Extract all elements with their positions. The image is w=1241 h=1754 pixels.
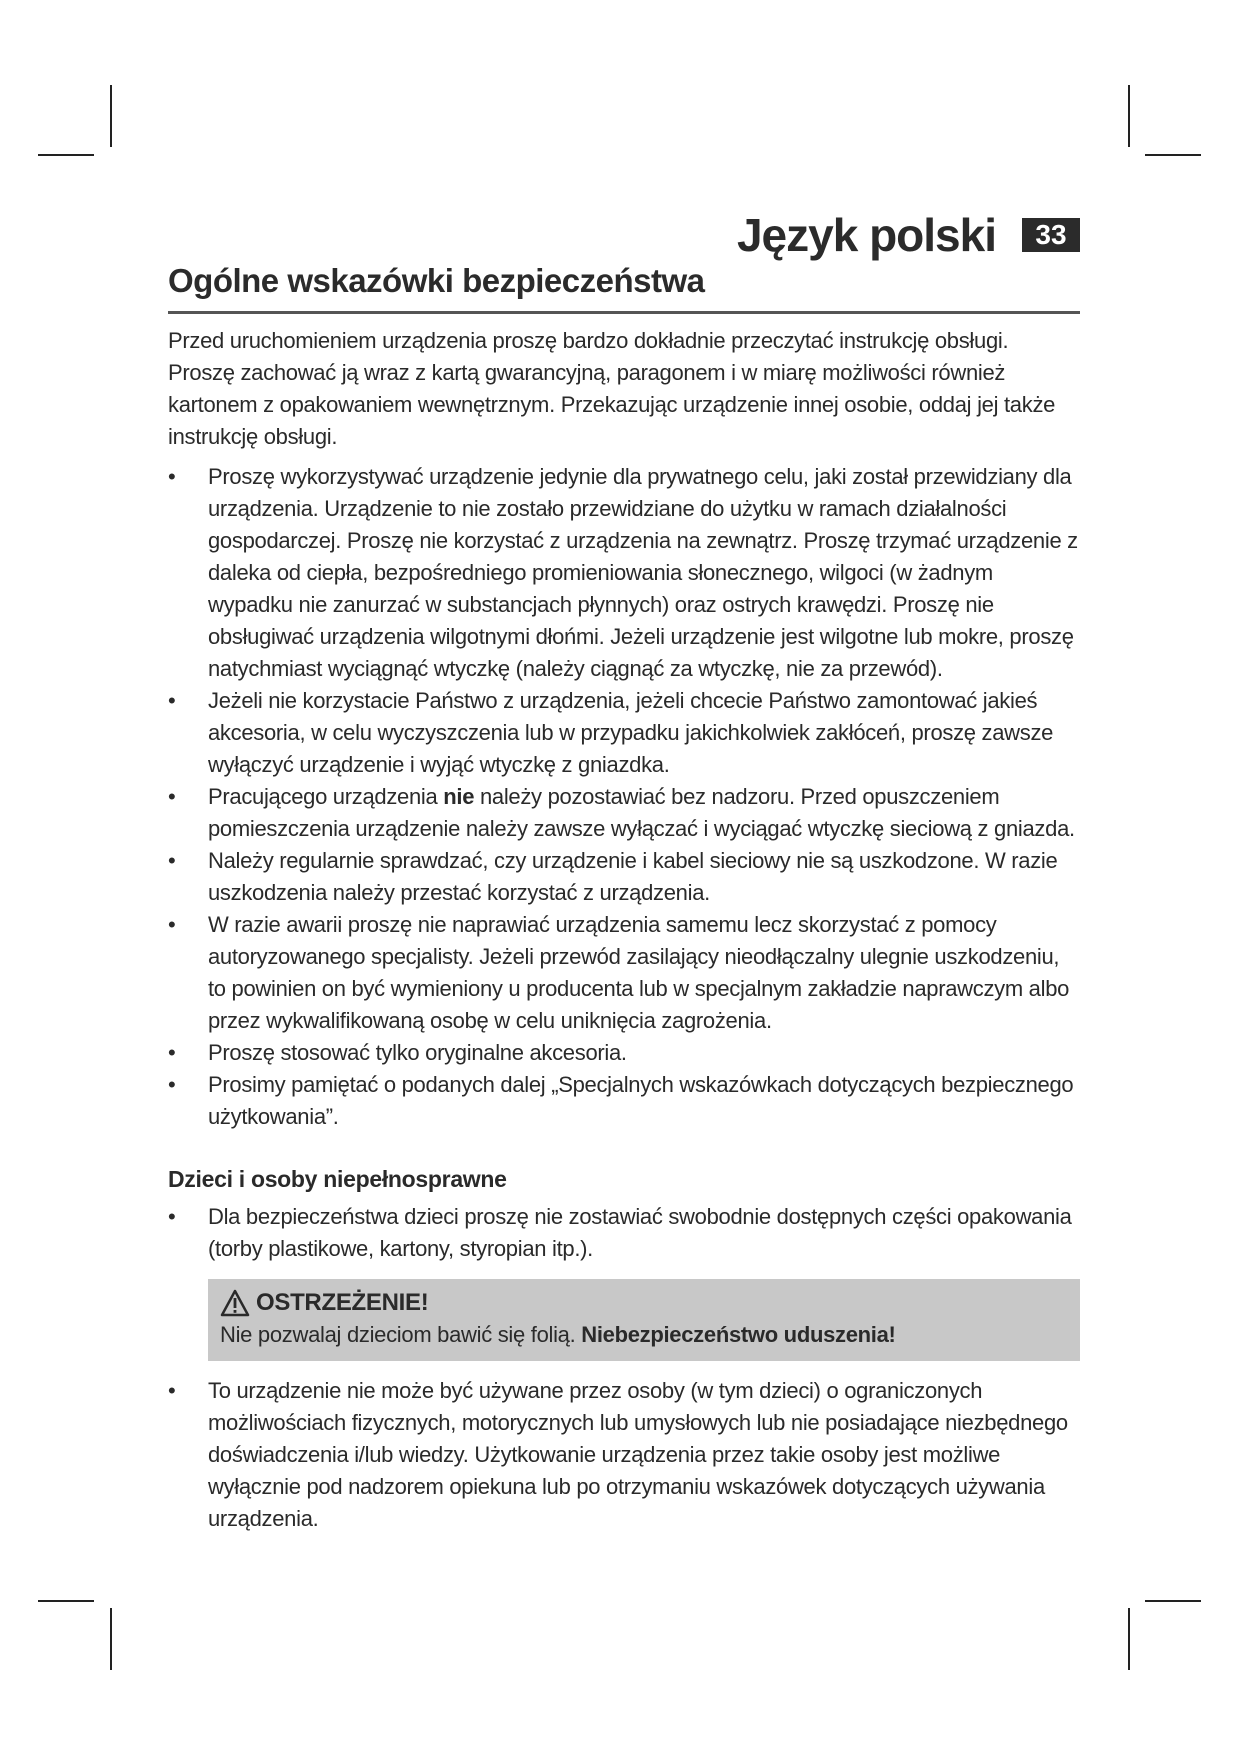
crop-mark-bottom-left-vertical	[110, 1608, 112, 1670]
warning-text-plain: Nie pozwalaj dzieciom bawić się folią.	[220, 1322, 582, 1347]
list-item: • Należy regularnie sprawdzać, czy urządzenie i kabel sieciowy nie są uszkodzone. W razie uszkodzenia należy przestać korzystać z urządzenia.	[168, 845, 1080, 909]
warning-box	[208, 1279, 1080, 1361]
language-title: Język polski	[736, 209, 996, 261]
warning-text	[220, 1319, 1068, 1351]
list-item: • To urządzenie nie może być używane przez osoby (w tym dzieci) o ograniczonych możliwościach fizycznych, motorycznych lub umysłowych lub nie posiadające niezbędnego doświadczenia i/lub wiedzy. Użytkowanie urządzenia przez takie osoby jest możliwe wyłącznie pod nadzorem opiekuna lub po otrzymaniu wskazówek dotyczących używania urządzenia.	[168, 1375, 1080, 1535]
safety-list	[168, 461, 1080, 1133]
list-item: • Dla bezpieczeństwa dzieci proszę nie zostawiać swobodnie dostępnych części opakowania (torby plastikowe, kartony, styropian itp.).	[168, 1201, 1080, 1265]
crop-mark-bottom-right-horizontal	[1145, 1600, 1201, 1602]
list-item-bold: nie	[443, 784, 475, 809]
crop-mark-top-right-horizontal	[1145, 154, 1201, 156]
crop-mark-bottom-right-vertical	[1128, 1608, 1130, 1670]
list-item-text: należy pozostawiać bez nadzoru. Przed opuszczeniem pomieszczenia urządzenie należy zawsze wyłączać i wyciągać wtyczkę sieciową z gniazda.	[208, 784, 1075, 841]
crop-mark-top-left-horizontal	[38, 154, 94, 156]
section-divider	[168, 311, 1080, 314]
warning-triangle-icon	[220, 1289, 250, 1317]
document-body	[168, 325, 1080, 1535]
children-list-2	[168, 1375, 1080, 1535]
list-item: • Jeżeli nie korzystacie Państwo z urządzenia, jeżeli chcecie Państwo zamontować jakieś akcesoria, w celu wyczyszczenia lub w przypadku jakichkolwiek zakłóceń, proszę zawsze wyłączyć urządzenie i wyjąć wtyczkę z gniazdka.	[168, 685, 1080, 781]
crop-mark-top-right-vertical	[1128, 85, 1130, 147]
crop-mark-bottom-left-horizontal	[38, 1600, 94, 1602]
warning-header	[220, 1287, 1068, 1319]
page-number: 33	[1022, 218, 1080, 252]
list-item-text: Pracującego urządzenia	[208, 784, 444, 809]
list-item: • Proszę wykorzystywać urządzenie jedynie dla prywatnego celu, jaki został przewidziany dla urządzenia. Urządzenie to nie zostało przewidziane do użytku w ramach działalności gospodarczej. Proszę nie korzystać z urządzenia na zewnątrz. Proszę trzymać urządzenie z daleka od ciepła, bezpośredniego promieniowania słonecznego, wilgoci (w żadnym wypadku nie zanurzać w substancjach płynnych) oraz ostrych krawędzi. Proszę nie obsługiwać urządzenia wilgotnymi dłońmi. Jeżeli urządzenie jest wilgotne lub mokre, proszę natychmiast wyciągnąć wtyczkę (należy ciągnąć za wtyczkę, nie za przewód).	[168, 461, 1080, 685]
page-header	[560, 205, 1080, 265]
intro-paragraph: Przed uruchomieniem urządzenia proszę bardzo dokładnie przeczytać instrukcję obsługi. Proszę zachować ją wraz z kartą gwarancyjną, paragonem i w miarę możliwości również kartonem z opakowaniem wewnętrznym. Przekazując urządzenie innej osobie, oddaj jej także instrukcję obsługi.	[168, 328, 1056, 449]
list-item: • Prosimy pamiętać o podanych dalej „Specjalnych wskazówkach dotyczących bezpiecznego użytkowania”.	[168, 1069, 1080, 1133]
warning-label: OSTRZEŻENIE!	[256, 1289, 429, 1316]
list-item: • Proszę stosować tylko oryginalne akcesoria.	[168, 1037, 1080, 1069]
children-section-title: Dzieci i osoby niepełnosprawne	[168, 1166, 507, 1192]
section-title: Ogólne wskazówki bezpieczeństwa	[168, 262, 705, 299]
list-item	[168, 781, 1080, 845]
crop-mark-top-left-vertical	[110, 85, 112, 147]
list-item: • W razie awarii proszę nie naprawiać urządzenia samemu lecz skorzystać z pomocy autoryzowanego specjalisty. Jeżeli przewód zasilający nieodłączalny ulegnie uszkodzeniu, to powinien on być wymieniony u producenta lub w specjalnym zakładzie naprawczym albo przez wykwalifikowaną osobę w celu uniknięcia zagrożenia.	[168, 909, 1080, 1037]
warning-text-bold: Niebezpieczeństwo uduszenia!	[581, 1322, 896, 1347]
children-list	[168, 1201, 1080, 1265]
